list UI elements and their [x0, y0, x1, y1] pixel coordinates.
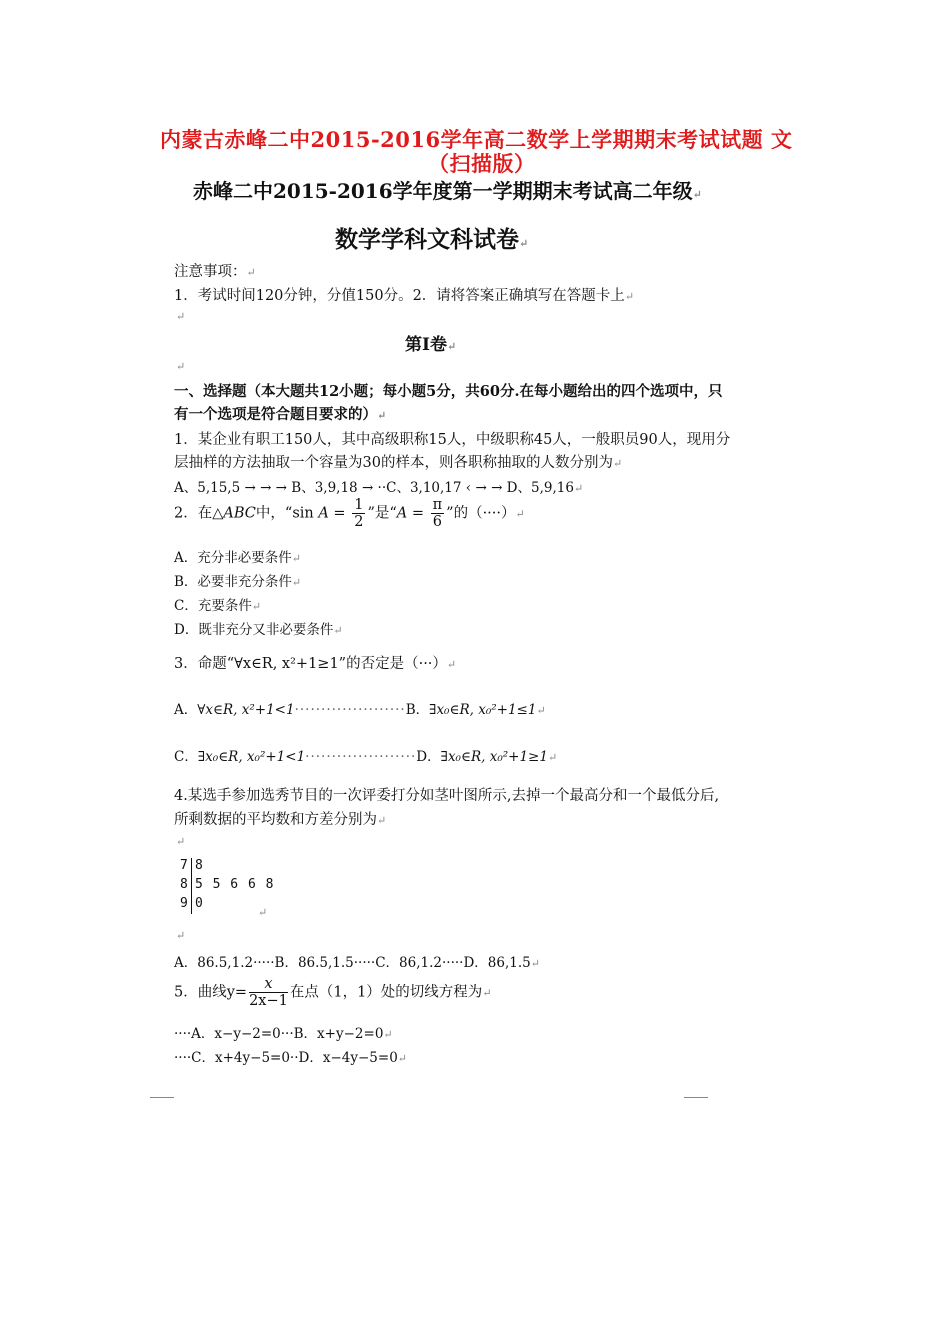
- leaf-values: 0: [195, 896, 203, 911]
- question-5: 5．曲线y= $\frac{x}{2x-1}$ 在点（1，1）处的切线方程为↵: [174, 976, 492, 1009]
- question-4: 4.某选手参加选秀节目的一次评委打分如茎叶图所示,去掉一个最高分和一个最低分后,: [174, 788, 720, 804]
- question-2-option-a: A．充分非必要条件↵: [174, 550, 301, 566]
- fraction-one-half: $\frac{1}{2}$: [354, 497, 364, 530]
- paragraph-mark: ↵: [692, 188, 702, 201]
- question-3: 3．命题“∀x∈R, x²+1≥1”的否定是（···）↵: [174, 656, 457, 672]
- page-corner-mark-left: [150, 1097, 174, 1098]
- stem-leaf-plot: [178, 858, 274, 916]
- leaf-values: 8: [195, 858, 203, 873]
- stem-divider: [191, 858, 192, 914]
- section-instructions: 一、选择题（本大题共12小题；每小题5分，共60分.在每小题给出的四个选项中，只: [174, 383, 723, 400]
- question-2-option-b: B．必要非充分条件↵: [174, 574, 302, 590]
- paragraph-mark: ↵: [176, 929, 186, 942]
- stem-value: 7: [180, 858, 188, 873]
- question-2-option-d: D．既非充分又非必要条件↵: [174, 622, 343, 638]
- document-title: 内蒙古赤峰二中2015-2016学年高二数学上学期期末考试试题 文: [160, 127, 793, 152]
- question-5-options-ab: ····A．x−y−2=0···B．x+y−2=0↵: [174, 1026, 393, 1042]
- question-4-cont: 所剩数据的平均数和方差分别为↵: [174, 812, 387, 828]
- question-4-options: A．86.5,1.2·····B．86.5,1.5·····C．86,1.2·····D．86,1.5↵: [174, 955, 540, 971]
- section-instructions-cont: 有一个选项是符合题目要求的）↵: [174, 406, 387, 423]
- paragraph-mark: ↵: [176, 310, 186, 323]
- notes-text: 1．考试时间120分钟，分值150分。2．请将答案正确填写在答题卡上↵: [174, 288, 635, 304]
- exam-heading: 赤峰二中2015-2016学年度第一学期期末考试高二年级↵: [193, 179, 702, 203]
- question-1: 1．某企业有职工150人，其中高级职称15人，中级职称45人，一般职员90人，现用分: [174, 432, 731, 448]
- paragraph-mark: ↵: [176, 835, 186, 848]
- fraction-pi-sixth: $\frac{\pi}{6}$: [432, 497, 443, 530]
- question-1-cont: 层抽样的方法抽取一个容量为30的样本，则各职称抽取的人数分别为↵: [174, 455, 623, 471]
- leaf-values: 5 5 6 6 8: [195, 877, 274, 892]
- question-2-option-c: C．充要条件↵: [174, 598, 262, 614]
- fraction-curve: $\frac{x}{2x-1}$: [249, 976, 288, 1009]
- volume-heading: 第I卷↵: [405, 335, 457, 355]
- page-corner-mark-right: [684, 1097, 708, 1098]
- notes-label: 注意事项：↵: [174, 264, 256, 280]
- question-1-options: A、5,15,5 → → → B、3,9,18 → ··C、3,10,17 ‹ → → D、5,9,16↵: [174, 480, 584, 496]
- question-3-options-ab: A．∀x∈R, x²+1<1·····················B．∃x₀∈R, x₀²+1≤1↵: [174, 702, 546, 718]
- paragraph-mark: ↵: [258, 906, 268, 919]
- question-2: 2．在△ABC中，“sin A = $\frac{1}{2}$ ”是“A = $\frac{\pi}{6}$ ”的（····）↵: [174, 497, 525, 530]
- paragraph-mark: ↵: [176, 360, 186, 373]
- paragraph-mark: ↵: [519, 237, 529, 250]
- stem-value: 8: [180, 877, 188, 892]
- exam-subject: 数学学科文科试卷↵: [335, 226, 529, 253]
- question-3-options-cd: C．∃x₀∈R, x₀²+1<1·····················D．∃x₀∈R, x₀²+1≥1↵: [174, 749, 558, 765]
- question-5-options-cd: ····C．x+4y−5=0··D．x−4y−5=0↵: [174, 1050, 408, 1066]
- stem-value: 9: [180, 896, 188, 911]
- document-title-subtitle: （扫描版）: [428, 151, 536, 176]
